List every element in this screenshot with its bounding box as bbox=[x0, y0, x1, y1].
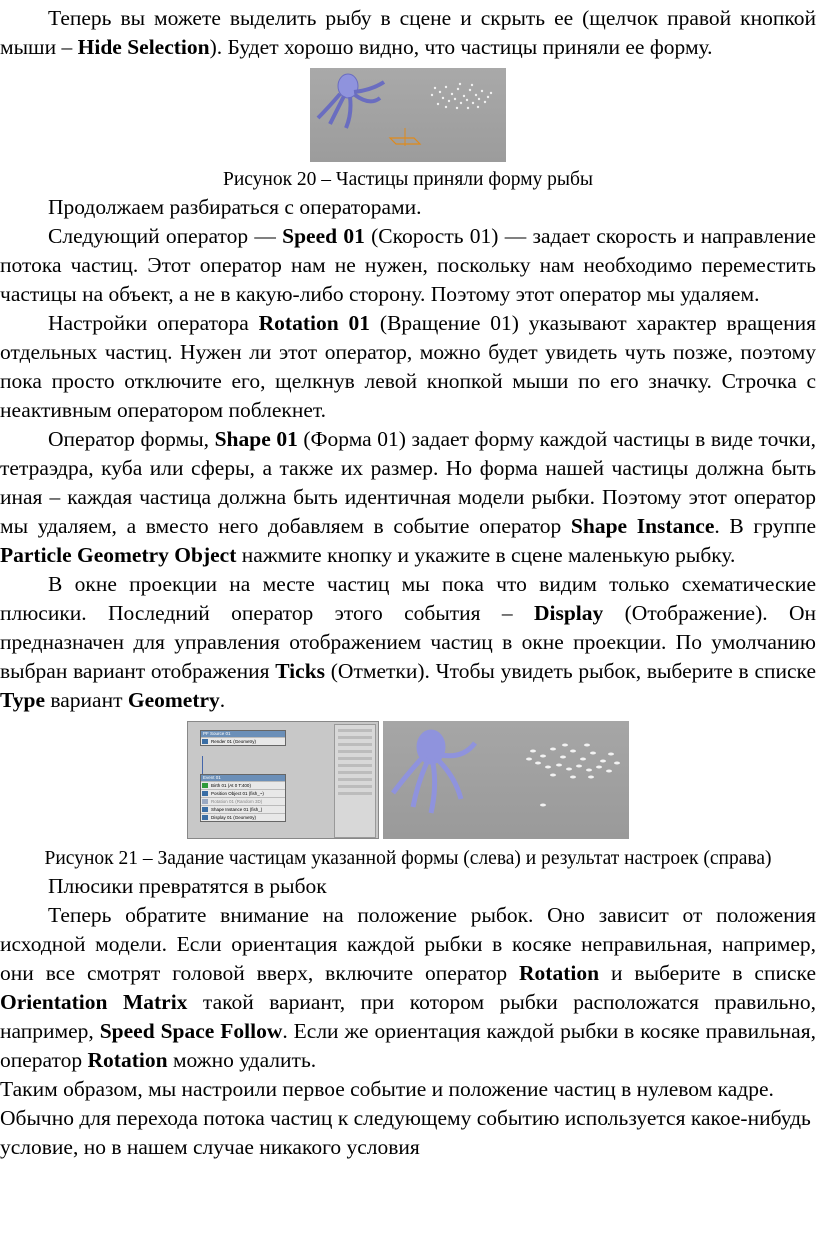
paragraph-conclusion: Таким образом, мы настроили первое событие и положение частиц в нулевом кадре. Обычно для перехода потока частиц к следующему событию используется какое-нибудь условие, но в нашем случае никакого условия bbox=[0, 1077, 811, 1159]
figure-21-caption: Рисунок 21 – Задание частицам указанной формы (слева) и результат настроек (справа) bbox=[44, 848, 772, 869]
event-title: Event 01 bbox=[201, 775, 285, 781]
render-row: Render 01 (Geometry) bbox=[201, 737, 285, 745]
event-row: Rotation 01 (Random 3D) bbox=[201, 797, 285, 805]
fish-school-render bbox=[383, 721, 629, 839]
pf-source-title: PF Source 01 bbox=[201, 731, 285, 737]
octopus-model bbox=[393, 732, 475, 813]
paragraph-rotation: Настройки оператора Rotation 01 (Вращение 01) указывают характер вращения отдельных частиц. Нужен ли этот оператор, можно будет увидеть чуть позже, поэтому пока просто отключите его, щелкнув левой кнопкой мыши по его значку. Строчка с неактивным оператором поблекнет. bbox=[0, 311, 816, 422]
fish-cloud bbox=[526, 744, 620, 807]
figure-20-caption: Рисунок 20 – Частицы приняли форму рыбы bbox=[222, 169, 594, 190]
paragraph-hide-selection: Теперь вы можете выделить рыбу в сцене и скрыть ее (щелчок правой кнопкой мыши – Hide Selection). Будет хорошо видно, что частицы приняли ее форму. bbox=[0, 6, 816, 59]
event-row: Birth 01 (At 0 T:400) bbox=[201, 781, 285, 789]
particle-view-screenshot bbox=[187, 721, 379, 839]
paragraph-operators: Продолжаем разбираться с операторами. bbox=[48, 195, 422, 219]
paragraph-plus-to-fish: Плюсики превратятся в рыбок bbox=[48, 874, 327, 898]
paragraph-speed: Следующий оператор — Speed 01 (Скорость 01) — задает скорость и направление потока частиц. Этот оператор нам не нужен, поскольку нам необходимо переместить частицы на объект, а не в какую-либо сторону. Поэтому этот оператор мы удаляем. bbox=[0, 224, 816, 306]
event-row: Display 01 (Geometry) bbox=[201, 813, 285, 821]
paragraph-shape: Оператор формы, Shape 01 (Форма 01) задает форму каждой частицы в виде точки, тетраэдра, куба или сферы, а также их размер. Но форма нашей частицы должна быть иная – каждая частица должна быть идентичная модели рыбки. Поэтому этот оператор мы удаляем, а вместо него добавляем в событие оператор Shape Instance. В группе Particle Geometry Object нажмите кнопку и укажите в сцене маленькую рыбку. bbox=[0, 427, 816, 567]
event-node bbox=[200, 774, 286, 822]
event-row: Shape Instance 01 (fish_) bbox=[201, 805, 285, 813]
octopus-model bbox=[318, 74, 384, 128]
paragraph-display: В окне проекции на месте частиц мы пока что видим только схематические плюсики. Последний оператор этого события – Display (Отображение). Он предназначен для управления отображением частиц в окне проекции. По умолчанию выбран вариант отображения Ticks (Отметки). Чтобы увидеть рыбок, выберите в списке Type вариант Geometry. bbox=[0, 572, 816, 712]
figure-21-images bbox=[0, 721, 816, 839]
figure-20-image bbox=[310, 68, 506, 162]
particle-cloud bbox=[431, 83, 492, 109]
pf-source-node bbox=[200, 730, 286, 746]
event-row: Position Object 01 (fish_~) bbox=[201, 789, 285, 797]
properties-panel bbox=[334, 724, 376, 838]
paragraph-orientation: Теперь обратите внимание на положение рыбок. Оно зависит от положения исходной модели. Если ориентация каждой рыбки в косяке неправильная, например, они все смотрят головой вверх, включите оператор Rotation и выберите в списке Orientation Matrix такой вариант, при котором рыбки расположатся правильно, например, Speed Space Follow. Если же ориентация каждой рыбки в косяке правильная, оператор Rotation можно удалить. bbox=[0, 903, 816, 1072]
